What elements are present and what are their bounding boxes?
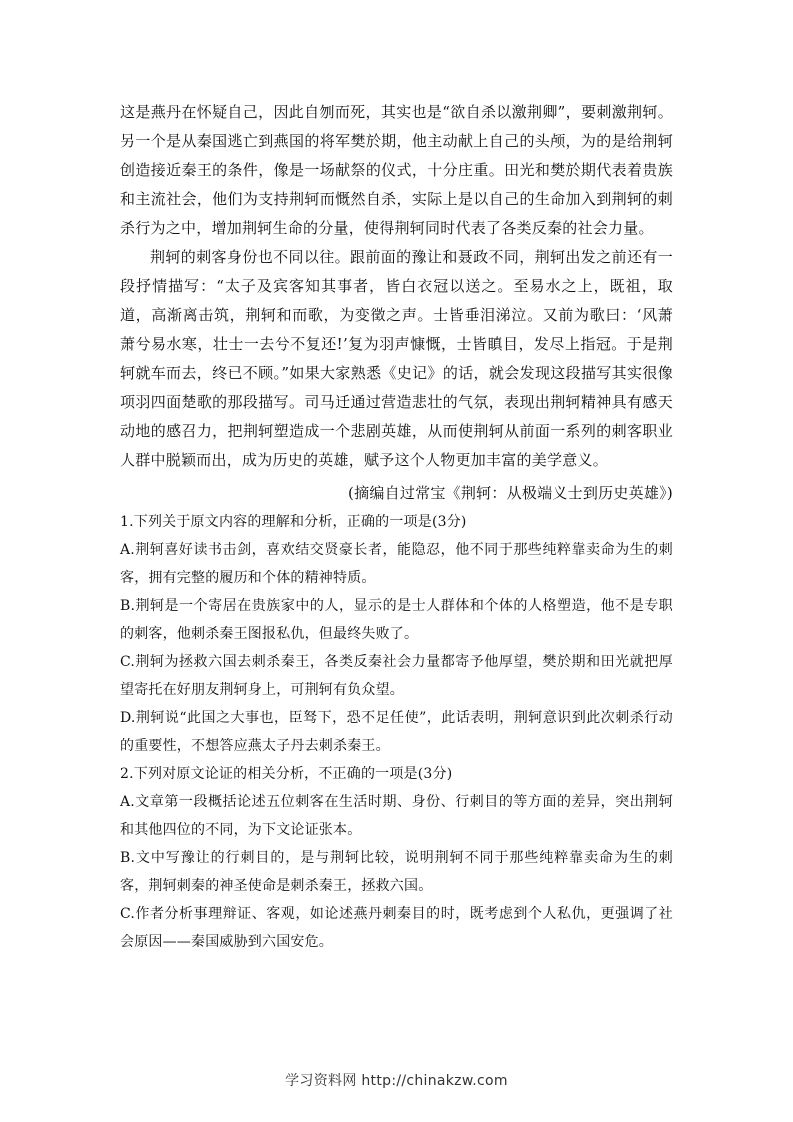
question-2: 2.下列对原文论证的相关分析，不正确的一项是(3分)	[120, 766, 453, 782]
question-1-option-d: D.荆轲说“此国之大事也，臣驽下，恐不足任使”，此话表明，荆轲意识到此次刺杀行动的重要性，不想答应燕太子丹去刺杀秦王。	[120, 710, 673, 754]
paragraph-2: 荆轲的刺客身份也不同以往。跟前面的豫让和聂政不同，荆轲出发之前还有一段抒情描写：“太子及宾客知其事者，皆白衣冠以送之。至易水之上，既祖，取道，高渐离击筑，荆轲和而歌，为变徵之声。士皆垂泪涕泣。又前为歌曰：‘风萧萧兮易水寒，壮士一去兮不复还!’复为羽声慷慨，士皆瞋目，发尽上指冠。于是荆轲就车而去，终已不顾。”如果大家熟悉《史记》的话，就会发现这段描写其实很像项羽四面楚歌的那段描写。司马迁通过营造悲壮的气氛，表现出荆轲精神具有感天动地的感召力，把荆轲塑造成一个悲剧英雄，从而使荆轲从前面一系列的刺客职业人群中脱颖而出，成为历史的英雄，赋予这个人物更加丰富的美学意义。	[120, 248, 673, 469]
source-citation: (摘编自过常宝《荆轲：从极端义士到历史英雄》)	[348, 484, 673, 502]
question-1-option-a: A.荆轲喜好读书击剑，喜欢结交贤豪长者，能隐忍，他不同于那些纯粹靠卖命为生的刺客，拥有完整的履历和个体的精神特质。	[120, 542, 673, 586]
question-1-option-b: B.荆轲是一个寄居在贵族家中的人，显示的是士人群体和个体的人格塑造，他不是专职的刺客，他刺杀秦王图报私仇，但最终失败了。	[120, 598, 673, 642]
question-2-option-a: A.文章第一段概括论述五位刺客在生活时期、身份、行刺目的等方面的差异，突出荆轲和其他四位的不同，为下文论证张本。	[120, 794, 673, 838]
question-1-option-c: C.荆轲为拯救六国去刺杀秦王，各类反秦社会力量都寄予他厚望，樊於期和田光就把厚望寄托在好朋友荆轲身上，可荆轲有负众望。	[120, 654, 673, 698]
question-2-option-c: C.作者分析事理辩证、客观，如论述燕丹刺秦目的时，既考虑到个人私仇，更强调了社会原因——秦国威胁到六国安危。	[120, 906, 673, 950]
document-body	[120, 98, 673, 956]
footer-watermark: 学习资料网 http://chinakzw.com	[285, 1073, 508, 1089]
question-2-option-b: B.文中写豫让的行刺目的，是与荆轲比较，说明荆轲不同于那些纯粹靠卖命为生的刺客，荆轲刺秦的神圣使命是刺杀秦王，拯救六国。	[120, 850, 673, 894]
question-1: 1.下列关于原文内容的理解和分析，正确的一项是(3分)	[120, 514, 467, 530]
paragraph-1: 这是燕丹在怀疑自己，因此自刎而死，其实也是“欲自杀以激荆卿”，要刺激荆轲。另一个是从秦国逃亡到燕国的将军樊於期，他主动献上自己的头颅，为的是给荆轲创造接近秦王的条件，像是一场献祭的仪式，十分庄重。田光和樊於期代表着贵族和主流社会，他们为支持荆轲而慨然自杀，实际上是以自己的生命加入到荆轲的刺杀行为之中，增加荆轲生命的分量，使得荆轲同时代表了各类反秦的社会力量。	[120, 103, 673, 237]
